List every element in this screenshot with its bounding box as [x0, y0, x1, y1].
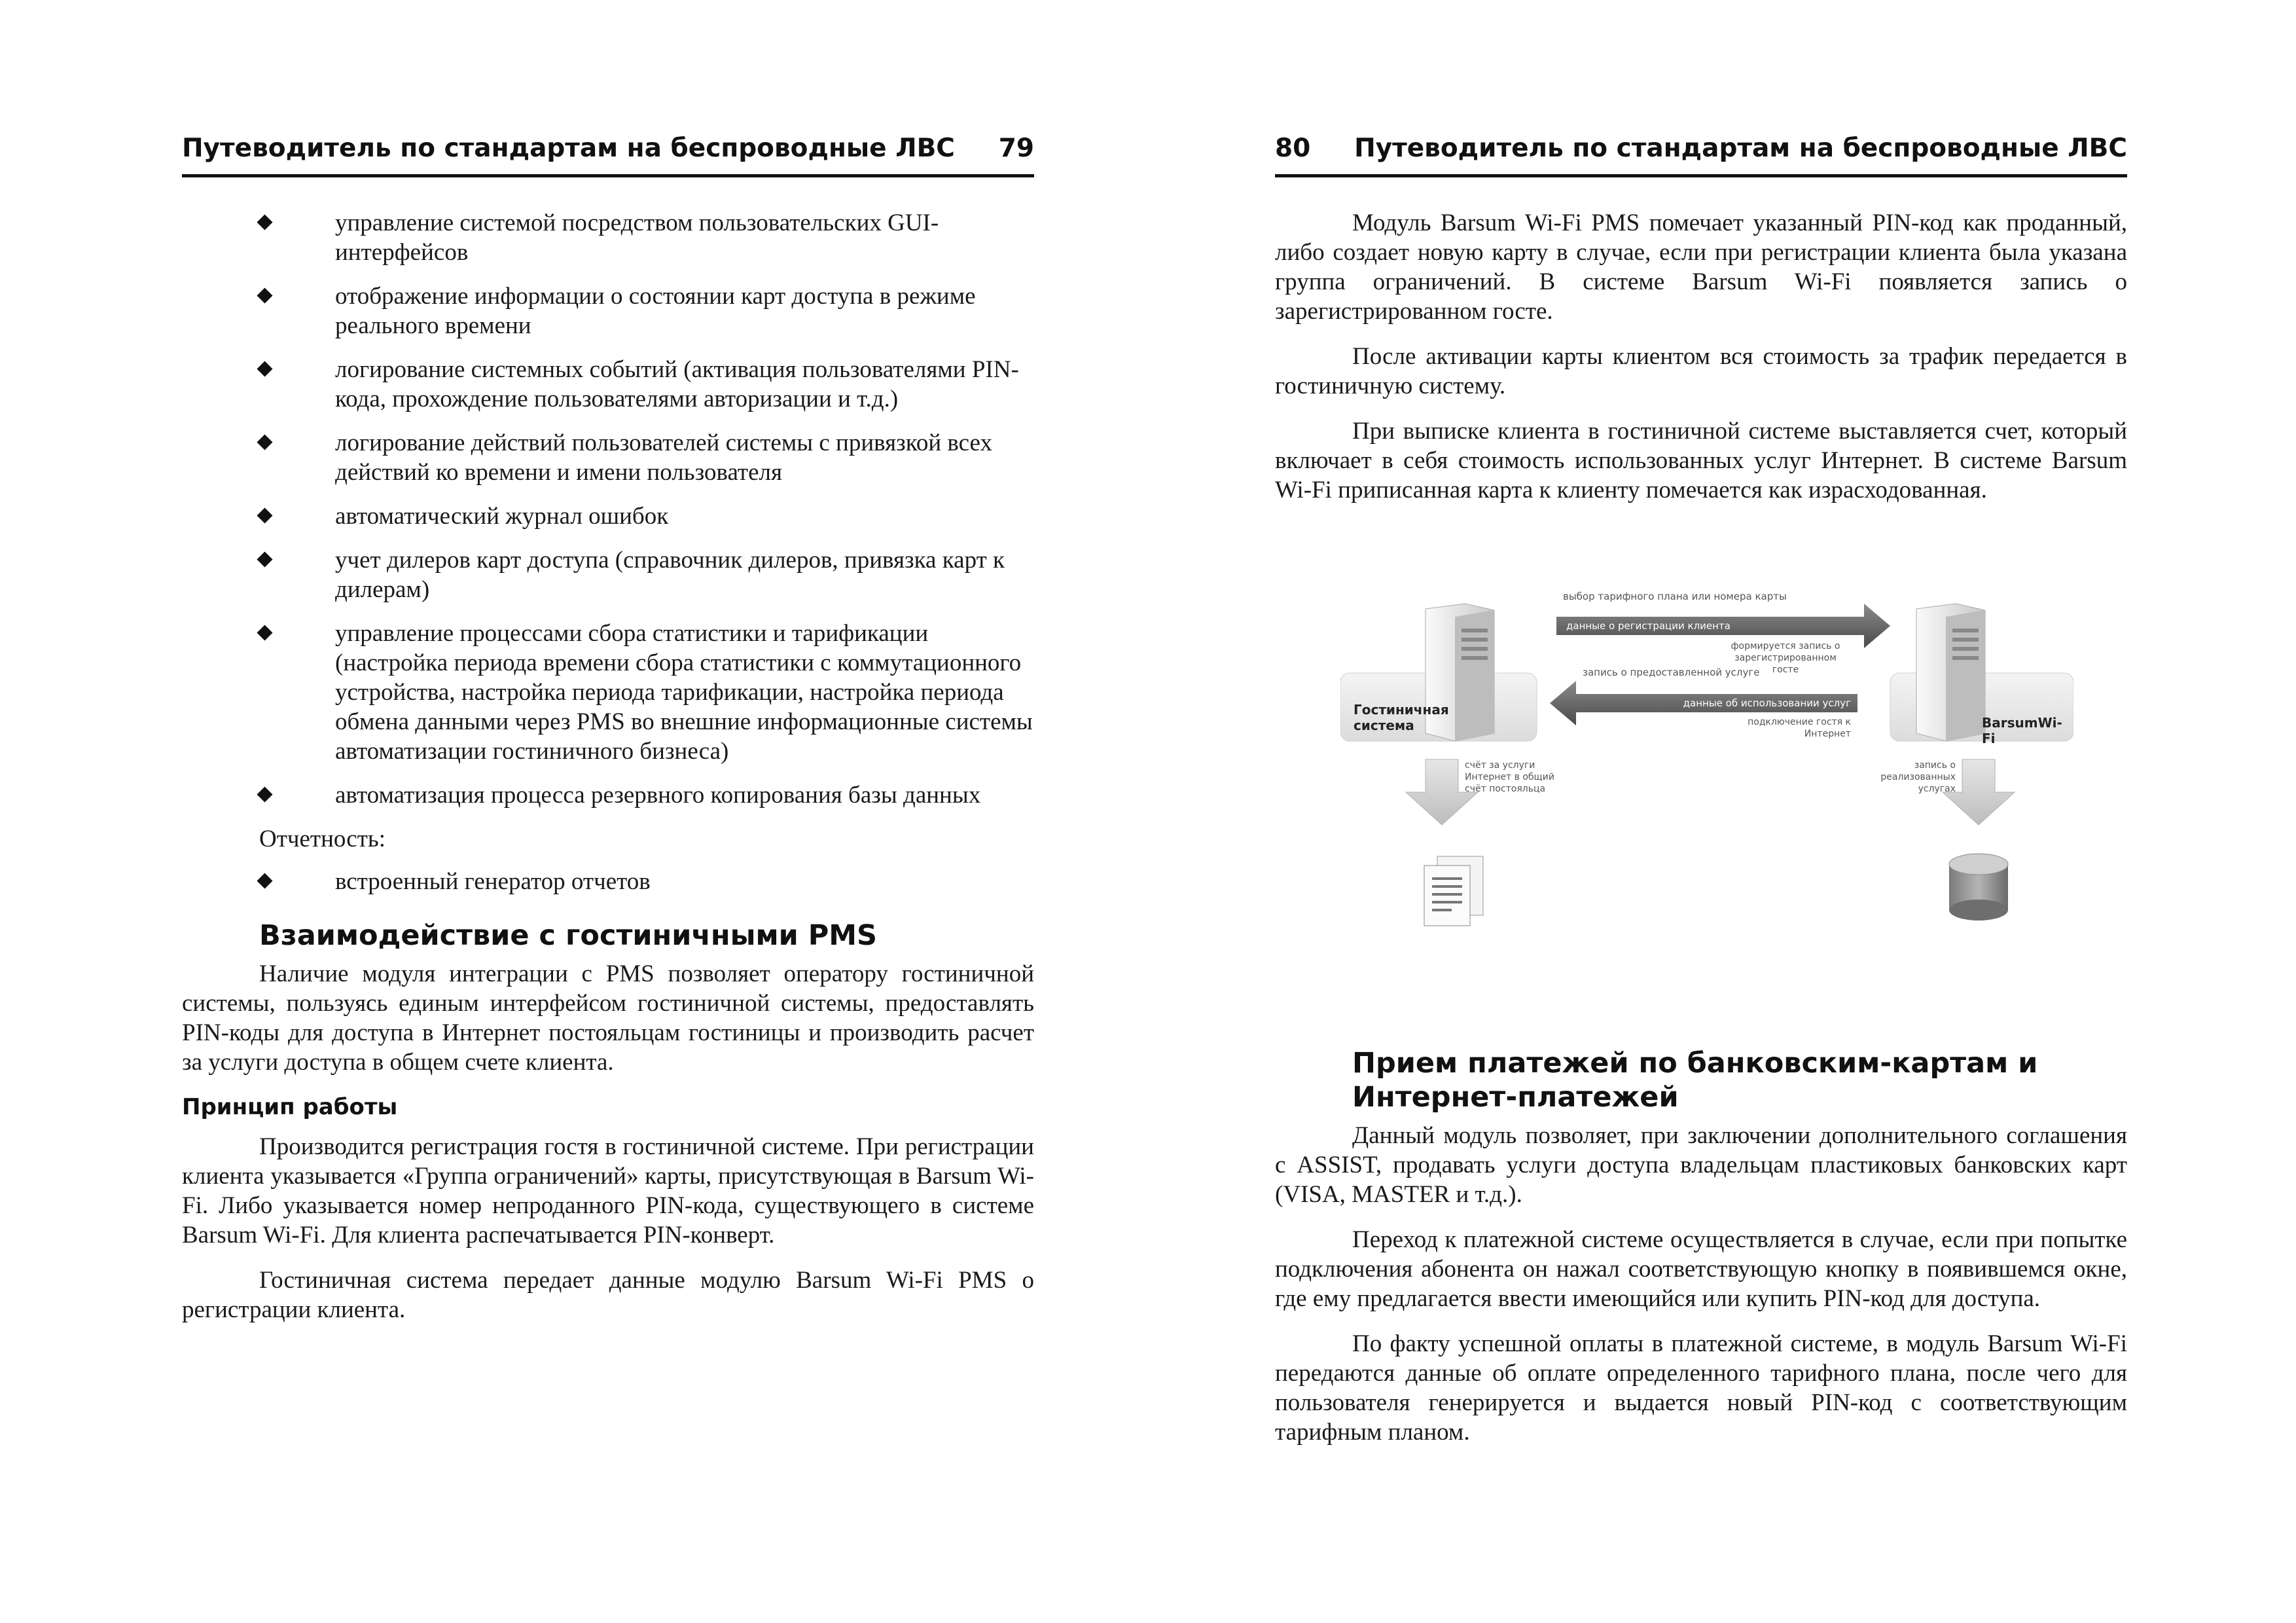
barsum-label: BarsumWi-Fi [1982, 715, 2062, 746]
left-page-content [182, 208, 1034, 1340]
diamond-bullet-icon [257, 873, 272, 888]
running-head-title: Путеводитель по стандартам на беспроводные ЛВС [1354, 134, 2127, 163]
paragraph: Производится регистрация гостя в гостиничной системе. При регистрации клиента указывается «Группа ограничений» карты, присутствующая в Barsum Wi-Fi. Либо указывается номер непроданного PIN-кода, существующего в системе Barsum Wi-Fi. Для клиента распечатывается PIN-конверт. [182, 1133, 1034, 1249]
running-head-left [182, 131, 1034, 177]
running-head-right [1275, 131, 2127, 177]
arrow-label: счёт за услуги Интернет в общий счёт постояльца [1465, 760, 1554, 794]
diamond-bullet-icon [257, 434, 272, 450]
server-icon [1916, 604, 1985, 741]
reporting-label: Отчетность: [259, 826, 386, 852]
documents-icon [1424, 856, 1483, 926]
list-item: автоматизация процесса резервного копирования базы данных [182, 780, 1034, 810]
paragraph: Данный модуль позволяет, при заключении дополнительного соглашения с ASSIST, продавать услуги доступа владельцам пластиковых банковских карт (VISA, MASTER и т.д.). [1275, 1122, 2127, 1208]
database-icon [1949, 854, 2008, 921]
payments-section [1275, 1046, 2127, 1463]
paragraph: Гостиничная система передает данные модулю Barsum Wi-Fi PMS о регистрации клиента. [182, 1267, 1034, 1323]
list-item: учет дилеров карт доступа (справочник дилеров, привязка карт к дилерам) [182, 545, 1034, 604]
diamond-bullet-icon [257, 786, 272, 802]
paragraph: После активации карты клиентом вся стоимость за трафик передается в гостиничную систему. [1275, 343, 2127, 399]
paragraph: Переход к платежной системе осуществляется в случае, если при попытке подключения абонента он нажал соответствующую кнопку в появившемся окне, где ему предлагается ввести имеющийся или купить PIN-код для доступа. [1275, 1226, 2127, 1312]
section-paragraph: Наличие модуля интеграции с PMS позволяет оператору гостиничной системы, пользуясь единым интерфейсом гостиничной системы, предоставлять PIN-коды для доступа в Интернет постояльцам гостиницы и производить расчет за услуги доступа в общем счете клиента. [182, 960, 1034, 1076]
reporting-list [182, 867, 1034, 896]
list-item: отображение информации о состоянии карт доступа в режиме реального времени [182, 282, 1034, 340]
page-number: 79 [998, 134, 1034, 163]
paragraph: При выписке клиента в гостиничной системе выставляется счет, который включает в себя стоимость использованных услуг Интернет. В системе Barsum Wi-Fi приписанная карта к клиенту помечается как израсходованная. [1275, 418, 2127, 503]
diamond-bullet-icon [257, 625, 272, 640]
page-number: 80 [1275, 134, 1311, 163]
diagram-graphics [1340, 570, 2073, 1002]
list-item: управление процессами сбора статистики и тарификации (настройка периода времени сбора статистики с коммутационного устройства, настройка периода тарификации, настройка периода обмена данными через PMS во внешние информационные системы автоматизации гостиничного бизнеса) [182, 619, 1034, 766]
hotel-system-label: Гостиничная система [1354, 702, 1449, 733]
list-item: логирование действий пользователей системы с привязкой всех действий ко времени и имени пользователя [182, 428, 1034, 487]
arrow-label: данные об использовании услуг [1683, 697, 1851, 709]
arrow-label: подключение гостя к Интернет [1748, 717, 1851, 739]
arrow-label: формируется запись о зарегистрированном госте [1731, 641, 1840, 675]
paragraph: По факту успешной оплаты в платежной системе, в модуль Barsum Wi-Fi передаются данные об оплате определенного тарифного плана, после чего для пользователя генерируется и выдается новый PIN-код с соответствующим тарифным планом. [1275, 1330, 2127, 1446]
list-item: автоматический журнал ошибок [182, 501, 1034, 531]
diamond-bullet-icon [257, 361, 272, 376]
subsection-title: Принцип работы [182, 1094, 398, 1120]
list-item: встроенный генератор отчетов [182, 867, 1034, 896]
arrow-label: выбор тарифного плана или номера карты [1563, 591, 1787, 602]
right-page-content [1275, 208, 2127, 520]
arrow-label: данные о регистрации клиента [1566, 620, 1731, 632]
diamond-bullet-icon [257, 214, 272, 230]
feature-list [182, 208, 1034, 810]
diamond-bullet-icon [257, 507, 272, 523]
arrow-label: запись о реализованных услугах [1880, 760, 1956, 794]
diamond-bullet-icon [257, 551, 272, 567]
list-item: логирование системных событий (активация пользователями PIN-кода, прохождение пользователями авторизации и т.д.) [182, 355, 1034, 414]
section-title: Прием платежей по банковским-картам и Интернет-платежей [1352, 1047, 2038, 1114]
arrow-label: запись о предоставленной услуге [1583, 666, 1760, 678]
list-item: управление системой посредством пользовательских GUI-интерфейсов [182, 208, 1034, 267]
right-page [1275, 0, 2127, 1623]
pms-integration-diagram [1340, 570, 2073, 1002]
left-page [182, 0, 1034, 1623]
diamond-bullet-icon [257, 287, 272, 303]
section-title: Взаимодействие с гостиничными PMS [259, 919, 877, 952]
paragraph: Модуль Barsum Wi-Fi PMS помечает указанный PIN-код как проданный, либо создает новую карту в случае, если при регистрации клиента была указана группа ограничений. В системе Barsum Wi-Fi появляется запись о зарегистрированном госте. [1275, 210, 2127, 325]
running-head-title: Путеводитель по стандартам на беспроводные ЛВС [182, 134, 955, 163]
